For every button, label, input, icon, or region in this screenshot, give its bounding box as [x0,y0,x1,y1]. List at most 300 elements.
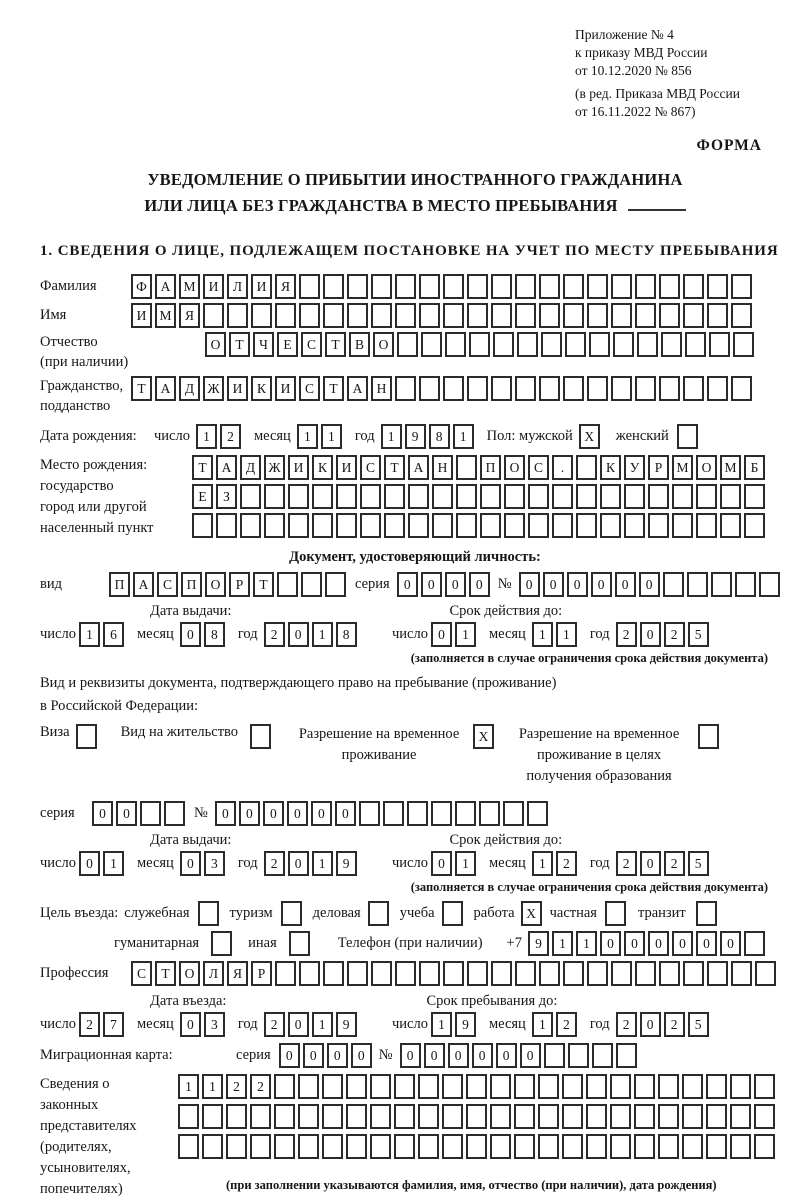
char-cell[interactable] [731,376,752,401]
char-cell[interactable] [275,303,296,328]
char-cell[interactable] [586,1074,607,1099]
char-cell[interactable]: 2 [264,1012,285,1037]
char-cell[interactable] [298,1074,319,1099]
char-cell[interactable] [592,1043,613,1068]
char-cell[interactable] [202,1104,223,1129]
char-cell[interactable] [226,1134,247,1159]
char-cell[interactable]: 2 [250,1074,271,1099]
char-cell[interactable] [635,274,656,299]
char-cell[interactable] [298,1134,319,1159]
visa-checkbox[interactable] [76,724,97,749]
char-cell[interactable] [395,961,416,986]
char-cell[interactable]: 0 [288,851,309,876]
char-cell[interactable]: 0 [469,572,490,597]
char-cell[interactable] [658,1134,679,1159]
char-cell[interactable] [346,1074,367,1099]
char-cell[interactable] [517,332,538,357]
char-cell[interactable] [491,274,512,299]
char-cell[interactable]: С [360,455,381,480]
char-cell[interactable] [707,961,728,986]
char-cell[interactable]: 8 [204,622,225,647]
char-cell[interactable]: А [408,455,429,480]
char-cell[interactable]: С [301,332,322,357]
char-cell[interactable] [659,274,680,299]
char-cell[interactable]: И [251,274,272,299]
char-cell[interactable] [562,1104,583,1129]
char-cell[interactable] [552,484,573,509]
char-cell[interactable] [541,332,562,357]
char-cell[interactable] [301,572,322,597]
char-cell[interactable] [467,376,488,401]
char-cell[interactable] [624,513,645,538]
char-cell[interactable] [445,332,466,357]
char-cell[interactable] [490,1134,511,1159]
char-cell[interactable]: 0 [624,931,645,956]
char-cell[interactable]: Т [323,376,344,401]
char-cell[interactable]: 1 [178,1074,199,1099]
char-cell[interactable]: 0 [472,1043,493,1068]
char-cell[interactable]: О [205,332,226,357]
char-cell[interactable]: 1 [532,1012,553,1037]
char-cell[interactable]: Т [229,332,250,357]
char-cell[interactable] [576,513,597,538]
char-cell[interactable]: О [696,455,717,480]
char-cell[interactable] [431,801,452,826]
purpose-official-checkbox[interactable] [198,901,219,926]
char-cell[interactable]: И [203,274,224,299]
char-cell[interactable]: С [131,961,152,986]
char-cell[interactable] [730,1104,751,1129]
char-cell[interactable] [312,513,333,538]
char-cell[interactable]: И [336,455,357,480]
char-cell[interactable] [443,274,464,299]
char-cell[interactable] [504,513,525,538]
char-cell[interactable]: Т [325,332,346,357]
char-cell[interactable] [744,931,765,956]
char-cell[interactable]: П [109,572,130,597]
char-cell[interactable]: 9 [336,1012,357,1037]
char-cell[interactable]: 5 [688,851,709,876]
char-cell[interactable] [515,376,536,401]
char-cell[interactable]: 2 [616,851,637,876]
char-cell[interactable] [586,1134,607,1159]
char-cell[interactable]: 0 [215,801,236,826]
char-cell[interactable]: О [179,961,200,986]
char-cell[interactable] [685,332,706,357]
char-cell[interactable] [490,1104,511,1129]
char-cell[interactable] [312,484,333,509]
char-cell[interactable] [467,274,488,299]
temp-residence-edu-checkbox[interactable] [698,724,719,749]
char-cell[interactable] [360,484,381,509]
char-cell[interactable] [616,1043,637,1068]
char-cell[interactable] [539,303,560,328]
char-cell[interactable] [611,376,632,401]
char-cell[interactable]: Р [648,455,669,480]
char-cell[interactable] [683,303,704,328]
char-cell[interactable] [562,1074,583,1099]
char-cell[interactable] [587,961,608,986]
char-cell[interactable]: Т [155,961,176,986]
char-cell[interactable] [491,303,512,328]
sex-male-checkbox[interactable]: X [579,424,600,449]
char-cell[interactable] [568,1043,589,1068]
char-cell[interactable]: 1 [455,622,476,647]
char-cell[interactable] [274,1134,295,1159]
residence-permit-checkbox[interactable] [250,724,271,749]
char-cell[interactable] [250,1134,271,1159]
char-cell[interactable] [562,1134,583,1159]
char-cell[interactable]: 0 [180,1012,201,1037]
char-cell[interactable] [563,961,584,986]
char-cell[interactable]: Р [229,572,250,597]
char-cell[interactable] [659,376,680,401]
char-cell[interactable] [480,484,501,509]
char-cell[interactable] [323,303,344,328]
char-cell[interactable] [682,1134,703,1159]
char-cell[interactable] [720,513,741,538]
char-cell[interactable]: 0 [79,851,100,876]
char-cell[interactable]: 2 [264,851,285,876]
char-cell[interactable] [491,961,512,986]
char-cell[interactable] [346,1104,367,1129]
char-cell[interactable] [600,484,621,509]
char-cell[interactable]: Ж [203,376,224,401]
char-cell[interactable]: М [720,455,741,480]
char-cell[interactable]: 0 [567,572,588,597]
char-cell[interactable] [370,1104,391,1129]
char-cell[interactable]: 2 [556,1012,577,1037]
char-cell[interactable] [347,961,368,986]
char-cell[interactable] [611,303,632,328]
char-cell[interactable] [706,1134,727,1159]
char-cell[interactable] [288,513,309,538]
char-cell[interactable]: С [157,572,178,597]
char-cell[interactable]: 0 [648,931,669,956]
char-cell[interactable]: 0 [351,1043,372,1068]
char-cell[interactable]: Л [227,274,248,299]
char-cell[interactable] [456,455,477,480]
char-cell[interactable] [288,484,309,509]
char-cell[interactable] [755,961,776,986]
char-cell[interactable]: 0 [327,1043,348,1068]
char-cell[interactable]: 0 [672,931,693,956]
char-cell[interactable]: 0 [421,572,442,597]
char-cell[interactable]: У [624,455,645,480]
char-cell[interactable]: 1 [103,851,124,876]
char-cell[interactable] [759,572,780,597]
char-cell[interactable] [544,1043,565,1068]
char-cell[interactable]: 5 [688,1012,709,1037]
char-cell[interactable]: 0 [639,572,660,597]
char-cell[interactable] [491,376,512,401]
char-cell[interactable]: П [480,455,501,480]
char-cell[interactable] [661,332,682,357]
char-cell[interactable] [203,303,224,328]
char-cell[interactable] [634,1074,655,1099]
char-cell[interactable] [264,513,285,538]
char-cell[interactable] [178,1134,199,1159]
char-cell[interactable] [658,1074,679,1099]
char-cell[interactable] [397,332,418,357]
char-cell[interactable]: 0 [263,801,284,826]
char-cell[interactable] [528,513,549,538]
purpose-transit-checkbox[interactable] [696,901,717,926]
char-cell[interactable]: 0 [311,801,332,826]
char-cell[interactable]: 2 [220,424,241,449]
char-cell[interactable] [395,303,416,328]
char-cell[interactable] [419,376,440,401]
char-cell[interactable]: Ч [253,332,274,357]
char-cell[interactable]: 0 [543,572,564,597]
char-cell[interactable] [264,484,285,509]
char-cell[interactable] [442,1074,463,1099]
char-cell[interactable] [682,1104,703,1129]
char-cell[interactable] [347,303,368,328]
char-cell[interactable] [707,376,728,401]
char-cell[interactable] [490,1074,511,1099]
char-cell[interactable] [432,513,453,538]
char-cell[interactable] [299,961,320,986]
char-cell[interactable] [611,274,632,299]
char-cell[interactable] [720,484,741,509]
char-cell[interactable] [456,484,477,509]
char-cell[interactable] [274,1074,295,1099]
char-cell[interactable] [744,513,765,538]
char-cell[interactable]: 2 [616,1012,637,1037]
char-cell[interactable]: 3 [204,1012,225,1037]
char-cell[interactable]: И [131,303,152,328]
char-cell[interactable] [538,1134,559,1159]
char-cell[interactable]: 1 [312,1012,333,1037]
purpose-business-checkbox[interactable] [368,901,389,926]
char-cell[interactable] [455,801,476,826]
char-cell[interactable]: Е [192,484,213,509]
char-cell[interactable] [443,961,464,986]
char-cell[interactable] [202,1134,223,1159]
char-cell[interactable] [394,1074,415,1099]
char-cell[interactable] [216,513,237,538]
purpose-other-checkbox[interactable] [289,931,310,956]
char-cell[interactable]: И [288,455,309,480]
char-cell[interactable] [467,303,488,328]
char-cell[interactable]: 1 [455,851,476,876]
char-cell[interactable] [515,961,536,986]
char-cell[interactable]: Я [179,303,200,328]
purpose-humanitarian-checkbox[interactable] [211,931,232,956]
char-cell[interactable] [635,376,656,401]
char-cell[interactable] [347,274,368,299]
char-cell[interactable] [419,274,440,299]
char-cell[interactable]: А [155,274,176,299]
char-cell[interactable] [648,513,669,538]
char-cell[interactable]: 1 [381,424,402,449]
char-cell[interactable] [635,303,656,328]
char-cell[interactable]: 0 [116,801,137,826]
char-cell[interactable]: И [275,376,296,401]
char-cell[interactable] [442,1134,463,1159]
char-cell[interactable] [682,1074,703,1099]
char-cell[interactable] [538,1104,559,1129]
char-cell[interactable] [730,1074,751,1099]
char-cell[interactable] [299,274,320,299]
purpose-work-checkbox[interactable]: X [521,901,542,926]
char-cell[interactable] [711,572,732,597]
char-cell[interactable] [384,484,405,509]
char-cell[interactable]: Т [131,376,152,401]
char-cell[interactable] [733,332,754,357]
char-cell[interactable] [140,801,161,826]
char-cell[interactable]: К [312,455,333,480]
char-cell[interactable] [683,961,704,986]
char-cell[interactable] [408,484,429,509]
char-cell[interactable] [514,1074,535,1099]
char-cell[interactable]: 0 [180,851,201,876]
char-cell[interactable]: К [600,455,621,480]
char-cell[interactable]: 9 [336,851,357,876]
char-cell[interactable] [683,376,704,401]
char-cell[interactable] [587,274,608,299]
char-cell[interactable]: 0 [397,572,418,597]
char-cell[interactable] [576,455,597,480]
char-cell[interactable]: 0 [424,1043,445,1068]
char-cell[interactable] [456,513,477,538]
char-cell[interactable]: 1 [312,851,333,876]
char-cell[interactable] [493,332,514,357]
char-cell[interactable]: Я [227,961,248,986]
char-cell[interactable]: 0 [520,1043,541,1068]
char-cell[interactable]: П [181,572,202,597]
char-cell[interactable]: 0 [696,931,717,956]
char-cell[interactable]: 2 [264,622,285,647]
char-cell[interactable]: Н [432,455,453,480]
char-cell[interactable] [299,303,320,328]
char-cell[interactable]: М [672,455,693,480]
char-cell[interactable]: З [216,484,237,509]
char-cell[interactable] [696,484,717,509]
char-cell[interactable] [408,513,429,538]
char-cell[interactable]: А [155,376,176,401]
char-cell[interactable]: 0 [400,1043,421,1068]
char-cell[interactable] [322,1104,343,1129]
char-cell[interactable]: 9 [455,1012,476,1037]
char-cell[interactable] [754,1104,775,1129]
char-cell[interactable] [384,513,405,538]
char-cell[interactable]: Л [203,961,224,986]
char-cell[interactable]: 0 [288,622,309,647]
char-cell[interactable] [731,303,752,328]
char-cell[interactable] [563,376,584,401]
char-cell[interactable]: 0 [448,1043,469,1068]
char-cell[interactable] [707,274,728,299]
char-cell[interactable]: А [216,455,237,480]
char-cell[interactable]: К [251,376,272,401]
char-cell[interactable]: 1 [196,424,217,449]
char-cell[interactable] [275,961,296,986]
char-cell[interactable] [610,1104,631,1129]
char-cell[interactable]: И [227,376,248,401]
char-cell[interactable]: 0 [640,851,661,876]
char-cell[interactable]: М [179,274,200,299]
char-cell[interactable] [395,274,416,299]
char-cell[interactable]: 5 [688,622,709,647]
char-cell[interactable] [443,376,464,401]
char-cell[interactable] [589,332,610,357]
char-cell[interactable] [298,1104,319,1129]
char-cell[interactable] [503,801,524,826]
char-cell[interactable]: 0 [600,931,621,956]
char-cell[interactable] [322,1074,343,1099]
char-cell[interactable]: 0 [591,572,612,597]
char-cell[interactable]: 1 [297,424,318,449]
char-cell[interactable] [192,513,213,538]
char-cell[interactable]: 1 [453,424,474,449]
char-cell[interactable]: Т [384,455,405,480]
char-cell[interactable] [226,1104,247,1129]
char-cell[interactable]: Е [277,332,298,357]
char-cell[interactable]: Я [275,274,296,299]
char-cell[interactable]: 1 [532,622,553,647]
char-cell[interactable] [659,303,680,328]
char-cell[interactable] [613,332,634,357]
char-cell[interactable] [466,1134,487,1159]
char-cell[interactable]: 0 [720,931,741,956]
char-cell[interactable] [359,801,380,826]
char-cell[interactable] [634,1134,655,1159]
char-cell[interactable]: 2 [556,851,577,876]
char-cell[interactable] [322,1134,343,1159]
char-cell[interactable] [250,1104,271,1129]
char-cell[interactable] [731,961,752,986]
char-cell[interactable]: М [155,303,176,328]
char-cell[interactable]: 0 [640,1012,661,1037]
char-cell[interactable] [370,1134,391,1159]
char-cell[interactable] [539,274,560,299]
char-cell[interactable]: 0 [303,1043,324,1068]
char-cell[interactable]: 0 [239,801,260,826]
char-cell[interactable] [419,961,440,986]
char-cell[interactable]: 0 [180,622,201,647]
char-cell[interactable]: О [504,455,525,480]
char-cell[interactable] [648,484,669,509]
char-cell[interactable] [637,332,658,357]
char-cell[interactable] [383,801,404,826]
purpose-tourism-checkbox[interactable] [281,901,302,926]
char-cell[interactable] [754,1134,775,1159]
char-cell[interactable] [563,303,584,328]
char-cell[interactable]: Д [179,376,200,401]
sex-female-checkbox[interactable] [677,424,698,449]
char-cell[interactable] [659,961,680,986]
char-cell[interactable] [658,1104,679,1129]
char-cell[interactable]: 2 [664,1012,685,1037]
char-cell[interactable]: 0 [431,851,452,876]
char-cell[interactable] [480,513,501,538]
char-cell[interactable]: 8 [429,424,450,449]
char-cell[interactable] [407,801,428,826]
char-cell[interactable]: С [528,455,549,480]
char-cell[interactable] [325,572,346,597]
char-cell[interactable]: 1 [321,424,342,449]
char-cell[interactable] [432,484,453,509]
char-cell[interactable] [394,1104,415,1129]
char-cell[interactable] [370,1074,391,1099]
char-cell[interactable]: 1 [532,851,553,876]
char-cell[interactable]: 8 [336,622,357,647]
char-cell[interactable]: В [349,332,370,357]
char-cell[interactable]: Т [253,572,274,597]
char-cell[interactable]: 1 [312,622,333,647]
